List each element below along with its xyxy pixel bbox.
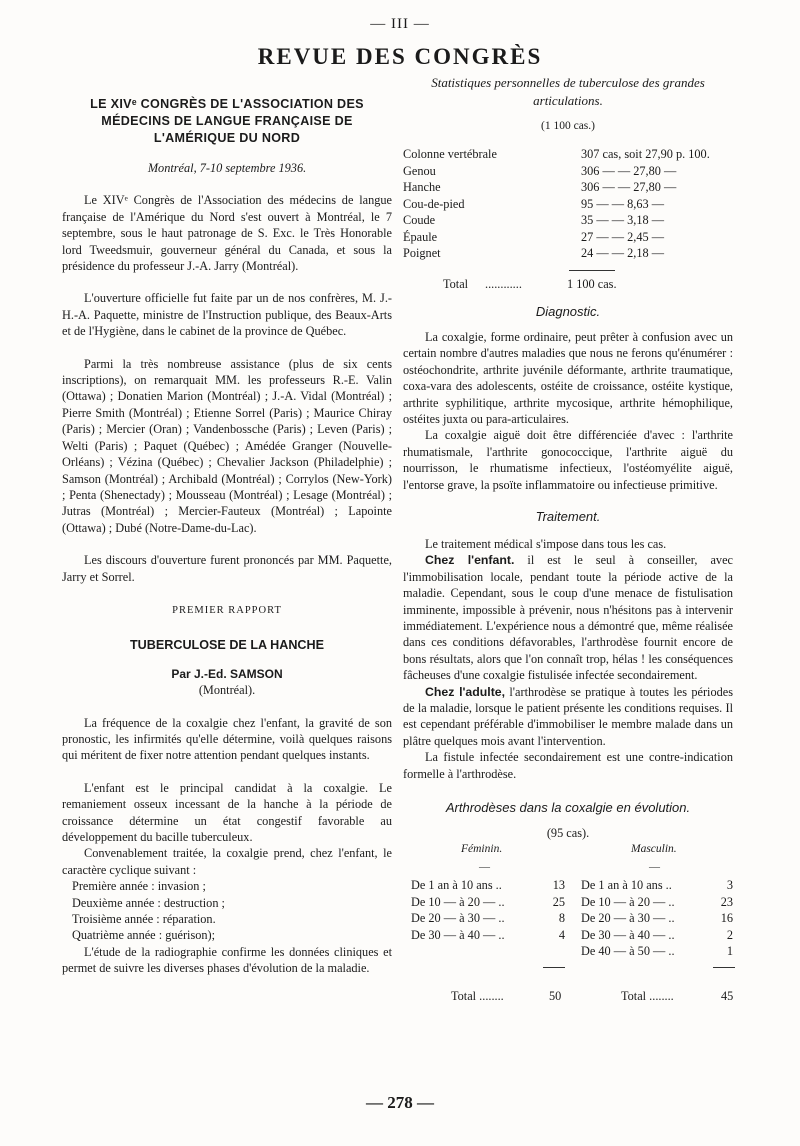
stats-row [403,196,725,213]
female-range: De 10 — à 20 — .. [411,894,505,909]
treatment-adult-paragraph [403,684,733,750]
stats-cases: 306 — — 27,80 — [581,163,677,178]
treatment-paragraph-1: Le traitement médical s'impose dans tous les cas. [425,536,667,551]
male-count: 16 [720,911,733,926]
adult-label: Chez l'adulte, [425,684,506,699]
phase-item: Quatrième année : guérison); [72,928,216,943]
paragraph-frequency: La fréquence de la coxalgie chez l'enfant, la gravité de son pronostic, les infirmités qu'elle détermine, voilà quelques raisons qui méritent de fixer notre attention pendant quelques instants. [62,715,392,763]
stats-cases: 27 — — 2,45 — [581,229,665,244]
female-range: De 1 an à 10 ans .. [411,878,502,893]
stats-cases: 35 — — 3,18 — [581,213,665,228]
stats-cases: 307 cas, soit 27,90 p. 100. [581,147,710,162]
stats-row [403,229,725,246]
female-table [411,877,565,943]
male-range: De 1 an à 10 ans .. [581,878,672,893]
paragraph-opening: Le XIVᵉ Congrès de l'Association des médecins de langue française de l'Amérique du Nord s'est ouvert à Montréal, le 7 septembre, sous le haut patronage de S. Exc. le Très Honorable lord Tweedsmuir, gouverneur général du Canada, et sous la présidence du professeur J.-A. Jarry (Montréal). [62,193,392,274]
right-column [403,74,733,1009]
stats-row [403,245,725,262]
stats-label: Épaule [403,229,438,244]
male-label: Masculin. [631,843,677,856]
stats-label: Colonne vertébrale [403,147,497,162]
stats-row [403,163,725,180]
stats-subtitle: (1 100 cas.) [541,120,595,132]
diagnostic-heading: Diagnostic. [535,303,601,319]
male-row [581,894,733,910]
stats-cases: 306 — — 27,80 — [581,180,677,195]
stats-row [403,146,725,163]
phase-item: Première année : invasion ; [72,879,206,894]
female-dash: — [479,861,490,874]
male-count: 3 [726,878,733,893]
phase-item: Troisième année : réparation. [72,912,216,927]
stats-total-dots: ............ [485,276,522,291]
arthrodesis-tables [403,843,733,993]
stats-total-value: 1 100 cas. [567,276,617,291]
male-count: 23 [720,894,733,909]
page-number-top: — III — [370,16,430,32]
treatment-paragraph-4: La fistule infectée secondairement est une contre-indication formelle à l'arthrodèse. [403,750,733,781]
female-row [411,877,565,893]
female-total-label: Total ........ [451,989,504,1004]
male-dash: — [649,861,660,874]
male-total-divider [713,967,735,968]
stats-label: Genou [403,163,436,178]
male-table [581,877,733,959]
female-total: 50 [549,989,562,1004]
female-row [411,894,565,910]
stats-label: Poignet [403,246,441,261]
child-label: Chez l'enfant. [425,553,515,568]
author-city: (Montréal). [198,683,256,698]
left-column [62,88,392,977]
male-range: De 10 — à 20 — .. [581,894,675,909]
report-label: PREMIER RAPPORT [172,604,282,616]
male-total: 45 [721,989,734,1004]
paragraph-ceremony: L'ouverture officielle fut faite par un de nos confrères, M. J.-H.-A. Paquette, ministre de l'Instruction publique, des Beaux-Arts et de l'Hygiène, dans le cabinet de la province de Québec. [62,291,392,339]
female-count: 25 [552,894,565,909]
male-range: De 30 — à 40 — .. [581,927,675,942]
arthrodesis-totals [403,989,733,1009]
female-row [411,927,565,943]
author-name: Par J.-Ed. SAMSON [171,666,283,681]
stats-total-label: Total [443,276,469,291]
stats-label: Hanche [403,180,441,195]
male-row [581,927,733,943]
male-total-label: Total ........ [621,989,674,1004]
phase-item: Deuxième année : destruction ; [72,895,225,910]
report-title: TUBERCULOSE DE LA HANCHE [129,638,325,653]
dateline: Montréal, 7-10 septembre 1936. [147,161,307,175]
diagnostic-paragraph-2: La coxalgie aiguë doit être différenciée d'avec : l'arthrite rhumatismale, l'arthrite gonococcique, l'arthrite aiguë du nourrisson, le rhumatisme infectieux, l'ostéomyélite aiguë, l'entorse grave, la psoïte inflammatoire ou infectieuse primitive. [403,428,733,492]
arthrodesis-subtitle: (95 cas). [546,826,590,841]
female-row [411,910,565,926]
treatment-heading: Traitement. [535,508,601,524]
female-range: De 20 — à 30 — .. [411,911,505,926]
paragraph-attendance: Parmi la très nombreuse assistance (plus de six cents inscriptions), on remarquait MM. les professeurs R.-E. Valin (Ottawa) ; Donatien Marion (Montréal) ; J.-A. Vidal (Montréal) ; Pierre Smith (Montréal) ; Etienne Sorrel (Paris) ; Maurice Chiray (Paris) ; Mercier (Oran) ; Vandenbossche (Paris) ; Leven (Paris) ; Welti (Paris) ; Paquet (Québec) ; Amédée Granger (Nouvelle-Orléans) ; Vézina (Québec) ; Chevalier Jackson (Philadelphie) ; Samson (Montréal) ; Archibald (Montréal) ; Corrylos (New-York) ; Penta (Shenectady) ; Mousseau (Montréal) ; Lesage (Montréal) ; Jutras (Montréal) ; Mercier-Fauteux (Montréal) ; Lapointe (Ottawa) ; Dubé (Notre-Dame-du-Lac). [62,356,392,535]
arthrodesis-heading: Arthrodèses dans la coxalgie en évolution. [445,800,691,816]
page-number-bottom: — 278 — [366,1093,434,1112]
stats-label: Coude [403,213,436,228]
stats-title: Statistiques personnelles de tuberculose des grandes articulations. [431,75,705,108]
male-row [581,943,733,959]
male-range: De 20 — à 30 — .. [581,911,675,926]
male-count: 2 [726,927,733,942]
female-count: 4 [558,927,565,942]
paragraph-radiography: L'étude de la radiographie confirme les données cliniques et permet de suivre les diverses phases d'évolution de la maladie. [62,944,392,976]
stats-divider [569,270,615,271]
adult-text: l'arthrodèse se pratique à toutes les périodes de la maladie, lorsque le patient présente les conditions requises. Il est cependant préférable d'immobiliser le membre malade dans un plâtre quelques mois avant l'intervention. [403,684,734,748]
male-row [581,910,733,926]
paragraph-cycle: Convenablement traitée, la coxalgie prend, chez l'enfant, le caractère cyclique suivant : [62,846,392,877]
congress-heading: LE XIVᵉ CONGRÈS DE L'ASSOCIATION DES MÉDECINS DE LANGUE FRANÇAISE DE L'AMÉRIQUE DU NORD [90,97,364,145]
stats-label: Cou-de-pied [403,196,465,211]
female-total-divider [543,967,565,968]
child-text: il est le seul à conseiller, avec l'immobilisation locale, pendant toute la période active de la maladie. Cependant, sous le coup d'une menace de fistulisation imminente, impossible à prévenir, nous n'hésitons pas à intervenir immédiatement. L'expérience nous a démontré que, même réalisée dans ces conditions défavorables, l'arthrodèse fournit encore de bons résultats, alors que l'on connaît trop, hélas ! les conséquences fâcheuses d'une coxalgie fistulisée infectée secondairement. [403,553,733,683]
treatment-child-paragraph [403,552,733,683]
male-range: De 40 — à 50 — .. [581,944,675,959]
female-range: De 30 — à 40 — .. [411,927,505,942]
female-count: 13 [552,878,565,893]
diagnostic-paragraph-1: La coxalgie, forme ordinaire, peut prêter à confusion avec un certain nombre d'autres maladies que nous ne ferons qu'énumérer : ostéochondrite, arthrite juvénile déformante, arthrite traumatique, coxa-vara des adolescents, ostéite de croissance, ostéite kystique, arthrite syphilitique, arthrite mycosique, arthrite hémophilique, ostéites juxta ou para-articulaires. [403,329,733,426]
stats-table [403,146,725,262]
paragraph-candidate: L'enfant est le principal candidat à la coxalgie. Le remaniement osseux incessant de la hanche à la période de croissance détermine un état congestif favorable au développement du bacille tuberculeux. [62,780,392,844]
stats-total-row [403,277,733,292]
stats-row [403,212,725,229]
female-count: 8 [558,911,565,926]
stats-row [403,179,725,196]
male-row [581,877,733,893]
journal-title: REVUE DES CONGRÈS [257,44,543,69]
paragraph-speeches: Les discours d'ouverture furent prononcés par MM. Paquette, Jarry et Sorrel. [62,553,392,584]
male-count: 1 [726,944,733,959]
female-label: Féminin. [461,843,503,856]
stats-cases: 24 — — 2,18 — [581,246,665,261]
stats-cases: 95 — — 8,63 — [581,196,665,211]
